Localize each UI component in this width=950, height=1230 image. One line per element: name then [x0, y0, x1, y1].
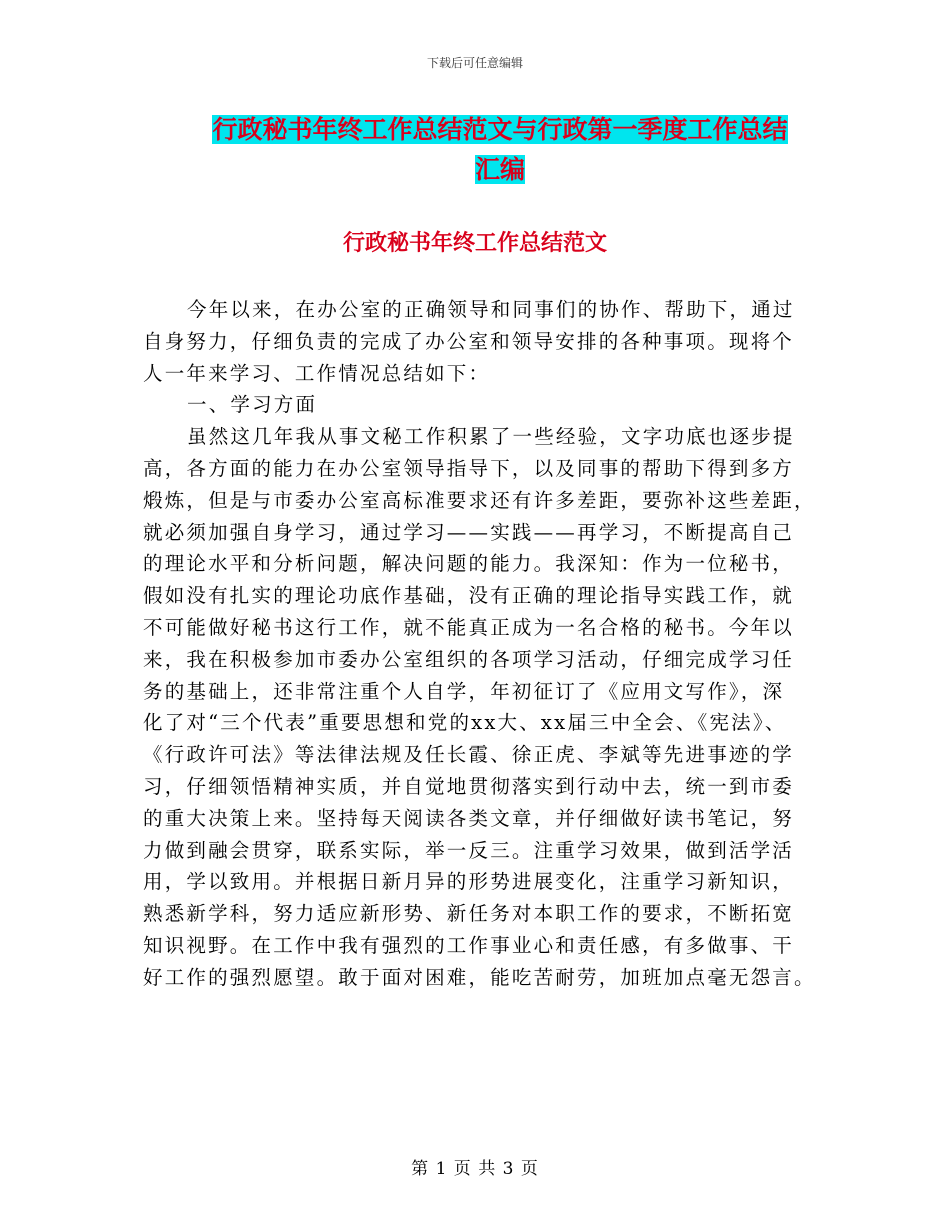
section-title: 行政秘书年终工作总结范文	[342, 231, 607, 256]
paragraph-line: 习，仔细领悟精神实质，并自觉地贯彻落实到行动中去，统一到市委	[143, 774, 795, 798]
paragraph-line: 知识视野。在工作中我有强烈的工作事业心和责任感，有多做事、干	[143, 933, 795, 957]
header-note: 下载后可任意编辑	[426, 56, 523, 70]
paragraph-line: 好工作的强烈愿望。敢于面对困难，能吃苦耐劳，加班加点毫无怨言。	[143, 965, 816, 989]
paragraph-line: 煅炼，但是与市委办公室高标准要求还有许多差距，要弥补这些差距，	[143, 488, 816, 512]
title-line-1: 行政秘书年终工作总结范文与行政第一季度工作总结	[212, 115, 788, 144]
section-heading: 一、学习方面	[187, 393, 318, 417]
paragraph-line: 今年以来，在办公室的正确领导和同事们的协作、帮助下，通过	[187, 298, 795, 321]
paragraph-line: 高，各方面的能力在办公室领导指导下，以及同事的帮助下得到多方	[143, 456, 795, 480]
title-line-2: 汇编	[474, 155, 525, 184]
paragraph-line: 虽然这几年我从事文秘工作积累了一些经验，文字功底也逐步提	[187, 425, 795, 449]
paragraph-line: 的理论水平和分析问题，解决问题的能力。我深知：作为一位秘书，	[143, 552, 795, 576]
paragraph-line: 的重大决策上来。坚持每天阅读各类文章，并仔细做好读书笔记，努	[143, 806, 795, 830]
paragraph-line: 《行政许可法》等法律法规及任长霞、徐正虎、李斌等先进事迹的学	[143, 743, 795, 767]
paragraph-line: 务的基础上，还非常注重个人自学，年初征订了《应用文写作》，深	[143, 679, 785, 703]
paragraph-line: 自身努力，仔细负责的完成了办公室和领导安排的各种事项。现将个	[143, 329, 795, 353]
document-title	[150, 110, 850, 190]
page-number: 第 1 页 共 3 页	[411, 1159, 539, 1179]
paragraph-line: 力做到融会贯穿，联系实际，举一反三。注重学习效果，做到活学活	[143, 838, 795, 862]
paragraph-line: 熟悉新学科，努力适应新形势、新任务对本职工作的要求，不断拓宽	[143, 902, 795, 926]
paragraph-line: 假如没有扎实的理论功底作基础，没有正确的理论指导实践工作，就	[143, 584, 795, 608]
paragraph-line: 来，我在积极参加市委办公室组织的各项学习活动，仔细完成学习任	[143, 647, 795, 671]
paragraph-line: 化了对“三个代表”重要思想和党的xx大、xx届三中全会、《宪法》、	[143, 711, 787, 735]
paragraph-line: 用，学以致用。并根据日新月异的形势进展变化，注重学习新知识，	[143, 870, 795, 894]
paragraph-line: 人一年来学习、工作情况总结如下：	[143, 361, 491, 385]
paragraph-line: 不可能做好秘书这行工作，就不能真正成为一名合格的秘书。今年以	[143, 615, 795, 639]
paragraph-line: 就必须加强自身学习，通过学习——实践——再学习，不断提高自己	[143, 520, 795, 544]
body-text	[143, 294, 816, 994]
